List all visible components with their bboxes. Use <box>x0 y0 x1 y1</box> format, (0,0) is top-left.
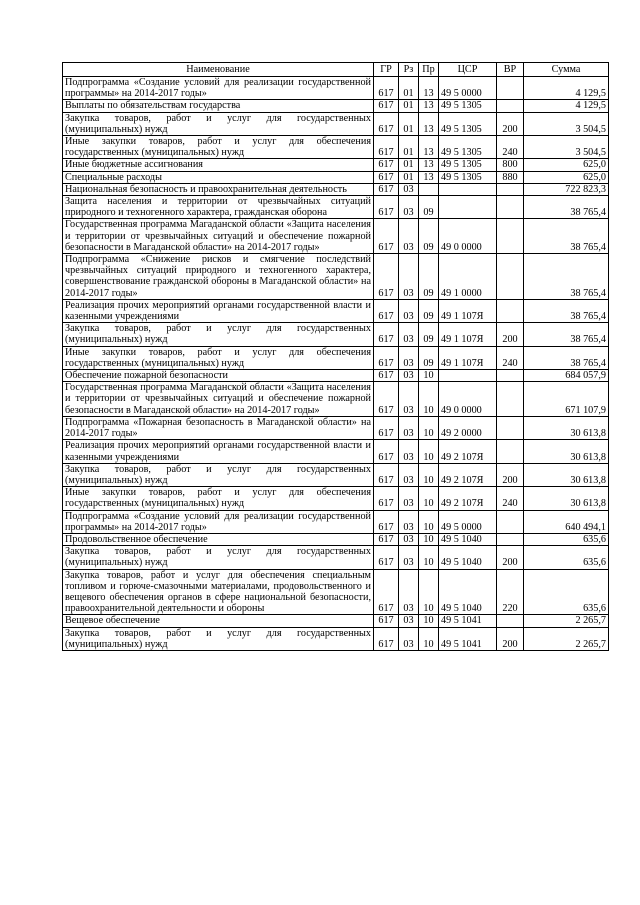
row-sum: 635,6 <box>524 569 609 615</box>
row-name: Подпрограмма «Пожарная безопасность в Магаданской области» на 2014-2017 годы» <box>63 416 374 439</box>
row-rz: 03 <box>399 510 419 533</box>
row-rz: 03 <box>399 323 419 346</box>
row-pr: 09 <box>419 299 439 322</box>
row-sum: 3 504,5 <box>524 112 609 135</box>
row-gr: 617 <box>374 416 399 439</box>
row-vr: 200 <box>497 627 524 650</box>
row-pr: 13 <box>419 112 439 135</box>
row-pr: 10 <box>419 440 439 463</box>
row-pr: 13 <box>419 171 439 183</box>
row-csr: 49 5 1305 <box>439 100 497 112</box>
row-pr: 09 <box>419 196 439 219</box>
row-vr <box>497 370 524 382</box>
row-csr: 49 5 1041 <box>439 615 497 627</box>
row-sum: 625,0 <box>524 171 609 183</box>
row-rz: 01 <box>399 171 419 183</box>
row-pr: 10 <box>419 463 439 486</box>
row-vr: 220 <box>497 569 524 615</box>
row-rz: 01 <box>399 77 419 100</box>
row-sum: 3 504,5 <box>524 136 609 159</box>
row-vr <box>497 100 524 112</box>
row-rz: 03 <box>399 183 419 195</box>
row-name: Подпрограмма «Создание условий для реализации государственной программы» на 2014-2017 годы» <box>63 77 374 100</box>
row-name: Подпрограмма «Снижение рисков и смягчение последствий чрезвычайных ситуаций природного и техногенного характера, совершенствование гражданской обороны в Магаданской области» на 2014-2017 годы» <box>63 254 374 300</box>
row-gr: 617 <box>374 546 399 569</box>
row-vr: 200 <box>497 112 524 135</box>
row-pr: 10 <box>419 416 439 439</box>
row-pr: 10 <box>419 533 439 545</box>
row-pr: 09 <box>419 219 439 254</box>
row-csr: 49 0 0000 <box>439 219 497 254</box>
row-name: Государственная программа Магаданской области «Защита населения и территории от чрезвычайных ситуаций и обеспечение пожарной безопасности в Магаданской области» на 2014-2017 годы» <box>63 382 374 417</box>
header-name: Наименование <box>63 63 374 77</box>
row-name: Закупка товаров, работ и услуг для государственных (муниципальных) нужд <box>63 323 374 346</box>
row-name: Закупка товаров, работ и услуг для государственных (муниципальных) нужд <box>63 463 374 486</box>
header-csr: ЦСР <box>439 63 497 77</box>
row-csr: 49 2 107Я <box>439 487 497 510</box>
row-sum: 38 765,4 <box>524 254 609 300</box>
row-rz: 03 <box>399 196 419 219</box>
row-vr: 200 <box>497 546 524 569</box>
row-vr <box>497 615 524 627</box>
table-row <box>63 299 609 322</box>
row-name: Защита населения и территории от чрезвычайных ситуаций природного и техногенного характера, гражданская оборона <box>63 196 374 219</box>
row-csr: 49 5 1305 <box>439 159 497 171</box>
row-gr: 617 <box>374 159 399 171</box>
row-pr: 10 <box>419 627 439 650</box>
row-name: Иные закупки товаров, работ и услуг для обеспечения государственных (муниципальных) нужд <box>63 136 374 159</box>
row-csr <box>439 183 497 195</box>
header-gr: ГР <box>374 63 399 77</box>
row-pr: 10 <box>419 382 439 417</box>
row-vr <box>497 219 524 254</box>
table-row <box>63 533 609 545</box>
row-name: Закупка товаров, работ и услуг для государственных (муниципальных) нужд <box>63 627 374 650</box>
row-sum: 38 765,4 <box>524 346 609 369</box>
row-rz: 03 <box>399 370 419 382</box>
row-rz: 01 <box>399 159 419 171</box>
row-csr: 49 5 1041 <box>439 627 497 650</box>
row-name: Выплаты по обязательствам государства <box>63 100 374 112</box>
row-gr: 617 <box>374 196 399 219</box>
table-header <box>63 63 609 77</box>
row-pr: 09 <box>419 254 439 300</box>
row-sum: 38 765,4 <box>524 196 609 219</box>
table-row <box>63 171 609 183</box>
row-sum: 671 107,9 <box>524 382 609 417</box>
row-gr: 617 <box>374 183 399 195</box>
row-csr: 49 1 107Я <box>439 346 497 369</box>
row-vr: 240 <box>497 136 524 159</box>
row-rz: 01 <box>399 136 419 159</box>
row-name: Продовольственное обеспечение <box>63 533 374 545</box>
row-rz: 03 <box>399 463 419 486</box>
row-rz: 03 <box>399 569 419 615</box>
budget-table <box>62 62 609 651</box>
row-gr: 617 <box>374 323 399 346</box>
table-row <box>63 323 609 346</box>
header-rz: Рз <box>399 63 419 77</box>
table-row <box>63 382 609 417</box>
row-name: Реализация прочих мероприятий органами государственной власти и казенными учреждениями <box>63 299 374 322</box>
row-vr <box>497 254 524 300</box>
table-row <box>63 627 609 650</box>
row-gr: 617 <box>374 77 399 100</box>
row-vr <box>497 416 524 439</box>
row-sum: 30 613,8 <box>524 463 609 486</box>
row-rz: 03 <box>399 627 419 650</box>
row-pr: 10 <box>419 487 439 510</box>
row-vr <box>497 440 524 463</box>
row-name: Специальные расходы <box>63 171 374 183</box>
table-row <box>63 440 609 463</box>
table-row <box>63 487 609 510</box>
row-csr: 49 1 107Я <box>439 299 497 322</box>
row-pr: 10 <box>419 569 439 615</box>
row-vr <box>497 382 524 417</box>
row-rz: 03 <box>399 346 419 369</box>
row-gr: 617 <box>374 615 399 627</box>
row-pr: 10 <box>419 615 439 627</box>
row-sum: 722 823,3 <box>524 183 609 195</box>
row-csr: 49 5 1305 <box>439 112 497 135</box>
row-sum: 4 129,5 <box>524 100 609 112</box>
row-vr: 200 <box>497 323 524 346</box>
row-vr <box>497 183 524 195</box>
row-csr <box>439 370 497 382</box>
row-sum: 2 265,7 <box>524 627 609 650</box>
row-gr: 617 <box>374 112 399 135</box>
row-sum: 4 129,5 <box>524 77 609 100</box>
row-pr: 09 <box>419 323 439 346</box>
row-vr <box>497 196 524 219</box>
row-sum: 635,6 <box>524 546 609 569</box>
row-csr: 49 5 0000 <box>439 77 497 100</box>
table-row <box>63 77 609 100</box>
table-row <box>63 546 609 569</box>
table-row <box>63 183 609 195</box>
row-gr: 617 <box>374 171 399 183</box>
table-row <box>63 346 609 369</box>
row-vr: 240 <box>497 346 524 369</box>
row-name: Закупка товаров, работ и услуг для государственных (муниципальных) нужд <box>63 546 374 569</box>
row-vr: 800 <box>497 159 524 171</box>
row-rz: 03 <box>399 533 419 545</box>
row-vr: 880 <box>497 171 524 183</box>
table-body <box>63 77 609 651</box>
row-rz: 03 <box>399 546 419 569</box>
row-name: Иные закупки товаров, работ и услуг для обеспечения государственных (муниципальных) нужд <box>63 487 374 510</box>
table-row <box>63 370 609 382</box>
table-row <box>63 569 609 615</box>
table-row <box>63 463 609 486</box>
row-csr <box>439 196 497 219</box>
row-sum: 625,0 <box>524 159 609 171</box>
table-row <box>63 112 609 135</box>
row-rz: 03 <box>399 487 419 510</box>
row-name: Вещевое обеспечение <box>63 615 374 627</box>
row-name: Иные закупки товаров, работ и услуг для обеспечения государственных (муниципальных) нужд <box>63 346 374 369</box>
row-name: Подпрограмма «Создание условий для реализации государственной программы» на 2014-2017 годы» <box>63 510 374 533</box>
row-gr: 617 <box>374 440 399 463</box>
row-vr <box>497 299 524 322</box>
row-gr: 617 <box>374 533 399 545</box>
row-csr: 49 2 107Я <box>439 440 497 463</box>
row-gr: 617 <box>374 136 399 159</box>
row-sum: 38 765,4 <box>524 219 609 254</box>
row-pr: 10 <box>419 370 439 382</box>
row-name: Реализация прочих мероприятий органами государственной власти и казенными учреждениями <box>63 440 374 463</box>
row-name: Национальная безопасность и правоохранительная деятельность <box>63 183 374 195</box>
row-rz: 03 <box>399 416 419 439</box>
table-row <box>63 196 609 219</box>
row-gr: 617 <box>374 510 399 533</box>
row-csr: 49 5 1040 <box>439 569 497 615</box>
row-name: Государственная программа Магаданской области «Защита населения и территории от чрезвычайных ситуаций и обеспечение пожарной безопасности в Магаданской области» на 2014-2017 годы» <box>63 219 374 254</box>
row-name: Иные бюджетные ассигнования <box>63 159 374 171</box>
header-pr: Пр <box>419 63 439 77</box>
row-sum: 30 613,8 <box>524 416 609 439</box>
table-row <box>63 159 609 171</box>
row-gr: 617 <box>374 100 399 112</box>
row-gr: 617 <box>374 382 399 417</box>
row-gr: 617 <box>374 463 399 486</box>
row-name: Закупка товаров, работ и услуг для обеспечения специальным топливом и горюче-смазочными материалами, продовольственного и вещевого обеспечения органов в сфере национальной безопасности, правоохранительной деятельности и обороны <box>63 569 374 615</box>
row-csr: 49 5 1040 <box>439 533 497 545</box>
row-vr: 240 <box>497 487 524 510</box>
row-pr <box>419 183 439 195</box>
row-sum: 684 057,9 <box>524 370 609 382</box>
row-gr: 617 <box>374 370 399 382</box>
row-rz: 03 <box>399 382 419 417</box>
row-rz: 01 <box>399 100 419 112</box>
header-row <box>63 63 609 77</box>
row-pr: 10 <box>419 510 439 533</box>
row-vr <box>497 533 524 545</box>
row-sum: 30 613,8 <box>524 440 609 463</box>
row-gr: 617 <box>374 219 399 254</box>
row-pr: 13 <box>419 77 439 100</box>
row-csr: 49 2 0000 <box>439 416 497 439</box>
row-vr: 200 <box>497 463 524 486</box>
row-csr: 49 5 1305 <box>439 136 497 159</box>
row-sum: 38 765,4 <box>524 299 609 322</box>
row-pr: 13 <box>419 159 439 171</box>
table-row <box>63 416 609 439</box>
row-gr: 617 <box>374 569 399 615</box>
header-sum: Сумма <box>524 63 609 77</box>
table-row <box>63 136 609 159</box>
row-name: Обеспечение пожарной безопасности <box>63 370 374 382</box>
table-row <box>63 219 609 254</box>
row-gr: 617 <box>374 299 399 322</box>
row-rz: 03 <box>399 219 419 254</box>
row-rz: 03 <box>399 299 419 322</box>
table-row <box>63 254 609 300</box>
row-pr: 13 <box>419 136 439 159</box>
row-sum: 640 494,1 <box>524 510 609 533</box>
row-rz: 03 <box>399 254 419 300</box>
row-csr: 49 0 0000 <box>439 382 497 417</box>
table-row <box>63 100 609 112</box>
table-row <box>63 615 609 627</box>
row-csr: 49 1 107Я <box>439 323 497 346</box>
row-vr <box>497 77 524 100</box>
row-gr: 617 <box>374 254 399 300</box>
row-pr: 13 <box>419 100 439 112</box>
row-sum: 38 765,4 <box>524 323 609 346</box>
row-pr: 09 <box>419 346 439 369</box>
row-pr: 10 <box>419 546 439 569</box>
row-vr <box>497 510 524 533</box>
row-csr: 49 5 0000 <box>439 510 497 533</box>
header-vr: ВР <box>497 63 524 77</box>
row-gr: 617 <box>374 627 399 650</box>
row-csr: 49 5 1305 <box>439 171 497 183</box>
row-sum: 30 613,8 <box>524 487 609 510</box>
row-gr: 617 <box>374 487 399 510</box>
row-rz: 01 <box>399 112 419 135</box>
row-csr: 49 1 0000 <box>439 254 497 300</box>
row-name: Закупка товаров, работ и услуг для государственных (муниципальных) нужд <box>63 112 374 135</box>
document-page <box>62 62 608 651</box>
row-rz: 03 <box>399 615 419 627</box>
row-csr: 49 2 107Я <box>439 463 497 486</box>
row-rz: 03 <box>399 440 419 463</box>
row-gr: 617 <box>374 346 399 369</box>
table-row <box>63 510 609 533</box>
row-sum: 635,6 <box>524 533 609 545</box>
row-sum: 2 265,7 <box>524 615 609 627</box>
row-csr: 49 5 1040 <box>439 546 497 569</box>
